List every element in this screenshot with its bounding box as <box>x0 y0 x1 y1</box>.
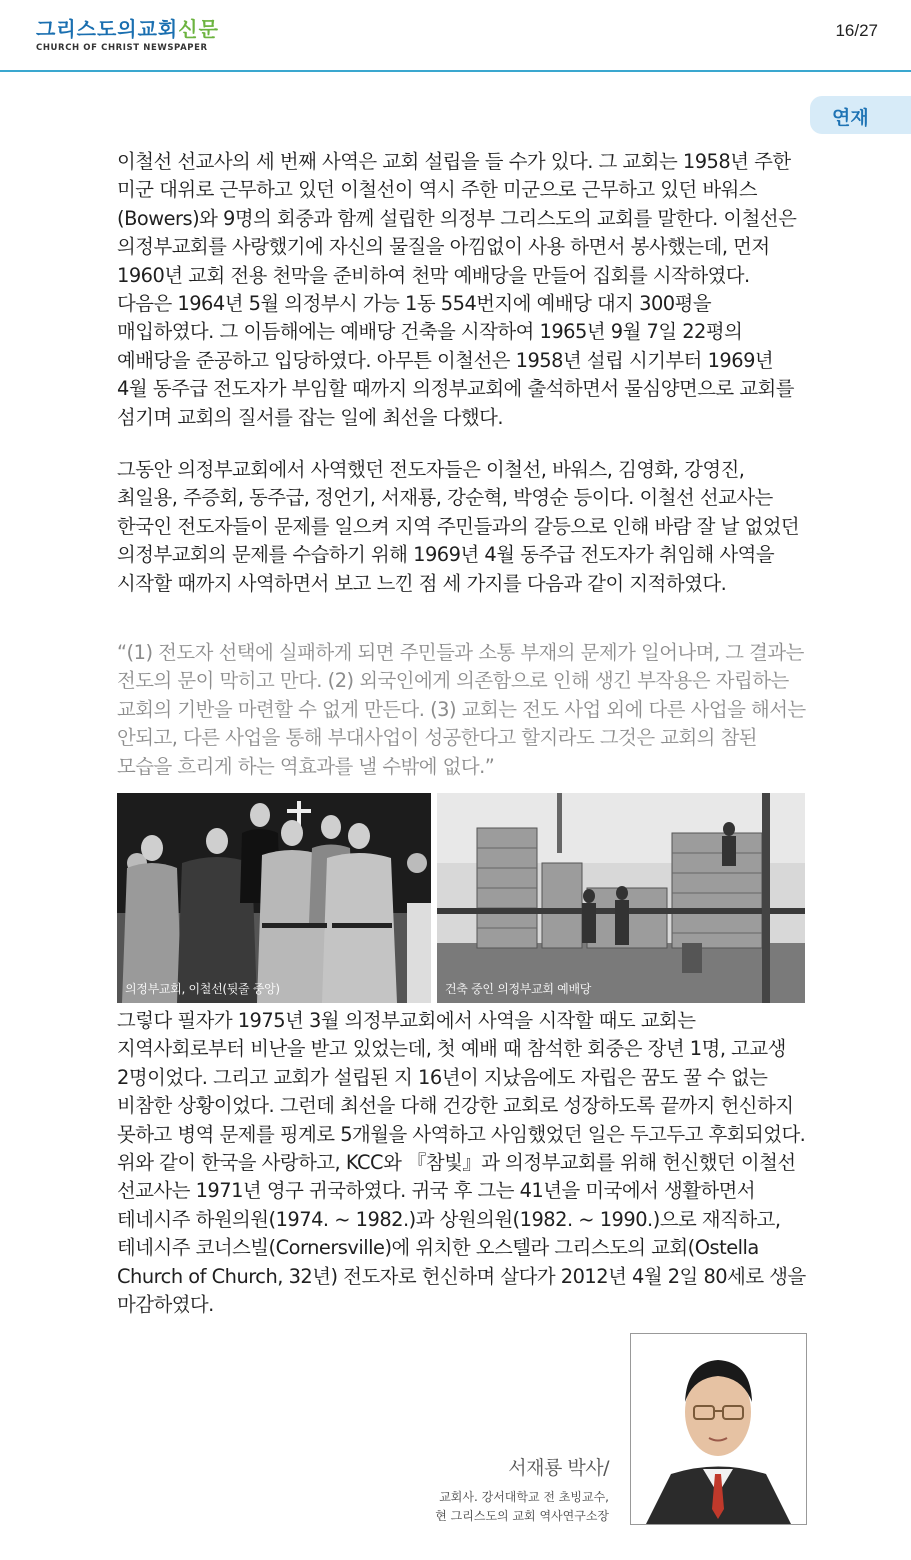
logo-accent-text: 신문 <box>178 17 219 41</box>
newspaper-logo[interactable] <box>36 18 219 40</box>
logo-main-text: 그리스도의교회 <box>36 17 179 41</box>
author-name: 서재룡 박사/ <box>508 1457 609 1479</box>
author-portrait <box>630 1333 807 1525</box>
newspaper-header <box>0 0 911 72</box>
logo-subtitle: CHURCH OF CHRIST NEWSPAPER <box>36 43 208 53</box>
photo-church-members-image <box>117 793 431 1003</box>
article-paragraph-2: 그동안 의정부교회에서 사역했던 전도자들은 이철선, 바워스, 김영화, 강영진, 최일용, 주증회, 동주급, 정언기, 서재룡, 강순혁, 박영순 등이다. 이철선 선교사는 한국인 전도자들이 문제를 일으켜 지역 주민들과의 갈등으로 인해 바람 잘 날 없었던 의정부교회의 문제를 수습하기 위해 1969년 4월 동주급 전도자가 취임해 사역을 시작할 때까지 사역하면서 보고 느낀 점 세 가지를 다음과 같이 지적하였다. <box>117 458 800 595</box>
photo-caption-left: 의정부교회, 이철선(뒷줄 중앙) <box>125 982 280 996</box>
section-tab-label: 연재 <box>832 107 869 129</box>
photo-church-construction-image <box>437 793 805 1003</box>
author-portrait-image <box>631 1334 806 1524</box>
photo-church-construction <box>437 793 805 1003</box>
section-tab <box>810 96 911 134</box>
article-paragraph-3: 그렇다 필자가 1975년 3월 의정부교회에서 사역을 시작할 때도 교회는 지역사회로부터 비난을 받고 있었는데, 첫 예배 때 참석한 회중은 장년 1명, 고교생 2명이었다. 그리고 교회가 설립된 지 16년이 지났음에도 자립은 꿈도 꿀 수 없는 비참한 상황이었다. 그런데 최선을 다해 건강한 교회로 성장하도록 끝까지 헌신하지 못하고 병역 문제를 핑계로 5개월을 사역하고 사임했었던 일은 두고두고 후회되었다. 위와 같이 한국을 사랑하고, KCC와 『참빛』과 의정부교회를 위해 헌신했던 이철선 선교사는 1971년 영구 귀국하였다. 귀국 후 그는 41년을 미국에서 생활하면서 테네시주 하원의원(1974. ~ 1982.)과 상원의원(1982. ~ 1990.)으로 재직하고, 테네시주 코너스빌(Cornersville)에 위치한 오스텔라 그리스도의 교회(Ostella Church of Church, 32년) 전도자로 헌신하며 살다가 2012년 4월 2일 80세로 생을 마감하였다. <box>117 1009 806 1317</box>
photo-church-members <box>117 793 431 1003</box>
article-paragraph-1: 이철선 선교사의 세 번째 사역은 교회 설립을 들 수가 있다. 그 교회는 1958년 주한 미군 대위로 근무하고 있던 이철선이 역시 주한 미군으로 근무하고 있던 바워스(Bowers)와 9명의 회중과 함께 설립한 의정부 그리스도의 교회를 말한다. 이철선은 의정부교회를 사랑했기에 자신의 물질을 아낌없이 사용 하면서 봉사했는데, 먼저 1960년 교회 전용 천막을 준비하여 천막 예배당을 만들어 집회를 시작하였다. 다음은 1964년 5월 의정부시 가능 1동 554번지에 예배당 대지 300평을 매입하였다. 그 이듬해에는 예배당 건축을 시작하여 1965년 9월 7일 22평의 예배당을 준공하고 입당하였다. 아무튼 이철선은 1958년 설립 시기부터 1969년 4월 동주급 전도자가 부임할 때까지 의정부교회에 출석하면서 물심양면으로 교회를 섬기며 교회의 질서를 잡는 일에 최선을 다했다. <box>117 150 797 429</box>
author-title <box>349 1488 609 1526</box>
author-title-line-2: 현 그리스도의 교회 역사연구소장 <box>435 1509 609 1523</box>
article-quote: “(1) 전도자 선택에 실패하게 되면 주민들과 소통 부재의 문제가 일어나며, 그 결과는 전도의 문이 막히고 만다. (2) 외국인에게 의존함으로 인해 생긴 부작용은 자립하는 교회의 기반을 마련할 수 없게 만든다. (3) 교회는 전도 사업 외에 다른 사업을 해서는 안되고, 다른 사업을 통해 부대사업이 성공한다고 할지라도 그것은 교회의 참된 모습을 흐리게 하는 역효과를 낼 수밖에 없다.” <box>117 641 806 778</box>
author-title-line-1: 교회사. 강서대학교 전 초빙교수, <box>439 1490 609 1504</box>
photo-caption-right: 건축 중인 의정부교회 예배당 <box>445 982 592 996</box>
page-number: 16/27 <box>835 21 878 40</box>
